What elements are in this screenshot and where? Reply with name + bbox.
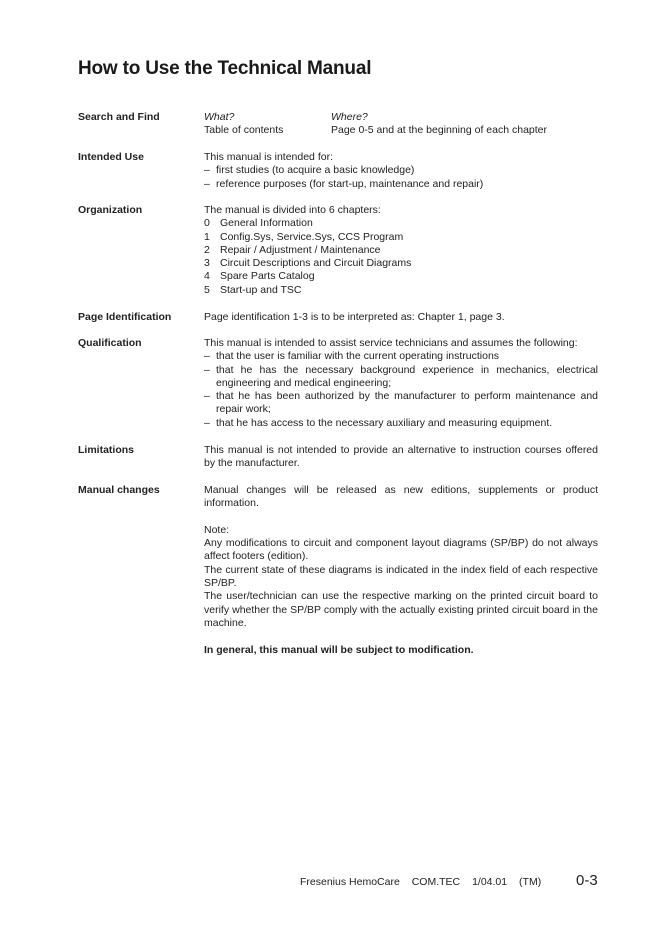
chapter-item: 2 Repair / Adjustment / Maintenance — [204, 243, 381, 256]
body-text: Manual changes will be released as new editions, supplements or product information. — [204, 484, 598, 510]
list-item: – reference purposes (for start-up, maintenance and repair) — [204, 177, 484, 190]
bold-notice: In general, this manual will be subject to modification. — [204, 643, 474, 656]
note-text: Any modifications to circuit and component layout diagrams (SP/BP) do not always affect footers (edition). — [204, 537, 598, 563]
intro: This manual is intended for: — [204, 151, 333, 163]
where-header: Where? — [331, 111, 368, 123]
chapter-item: 1 Config.Sys, Service.Sys, CCS Program — [204, 230, 404, 243]
note-text: The current state of these diagrams is indicated in the index field of each respective SP/BP. — [204, 563, 598, 590]
page-title: How to Use the Technical Manual — [78, 58, 372, 79]
footer-edition: 1/04.01 — [472, 876, 508, 888]
section-label: Search and Find — [78, 111, 160, 123]
list-item: – that he has access to the necessary auxiliary and measuring equipment. — [204, 416, 553, 429]
note-heading: Note: — [204, 523, 230, 536]
where-value: Page 0-5 and at the beginning of each chapter — [331, 124, 547, 137]
chapter-item: 0 General Information — [204, 217, 313, 230]
note-text: The user/technician can use the respective marking on the printed circuit board to verify whether the SP/BP comply with the actually existing printed circuit board in the machine. — [204, 590, 598, 629]
intro: The manual is divided into 6 chapters: — [204, 204, 381, 216]
section-limitations — [78, 444, 598, 471]
section-label: Qualification — [78, 337, 142, 349]
section-label: Manual changes — [78, 484, 160, 496]
page-number: 0-3 — [576, 872, 598, 889]
section-page-identification — [78, 311, 598, 324]
section-label: Intended Use — [78, 151, 144, 163]
section-label: Page Identification — [78, 311, 172, 323]
what-value: Table of contents — [204, 124, 284, 137]
footer-code: (TM) — [519, 876, 542, 888]
body-text: Page identification 1-3 is to be interpreted as: Chapter 1, page 3. — [204, 311, 505, 323]
chapter-item: 3 Circuit Descriptions and Circuit Diagrams — [204, 257, 412, 270]
body-text: This manual is not intended to provide an alternative to instruction courses offered by the manufacturer. — [204, 444, 598, 470]
section-organization — [78, 204, 598, 297]
section-qualification — [78, 337, 598, 430]
list-item: – first studies (to acquire a basic knowledge) — [204, 164, 415, 177]
list-item: – that he has the necessary background experience in mechanics, electrical engineering and medical engineering; — [204, 363, 598, 389]
footer — [300, 876, 550, 888]
list-item: – that the user is familiar with the current operating instructions — [204, 350, 500, 363]
chapter-item: 4 Spare Parts Catalog — [204, 270, 315, 283]
section-intended-use — [78, 151, 598, 191]
footer-doc: COM.TEC — [411, 876, 461, 888]
what-header: What? — [204, 111, 235, 123]
footer-company: Fresenius HemoCare — [300, 876, 400, 888]
section-label: Organization — [78, 204, 143, 216]
section-manual-changes — [78, 484, 598, 657]
section-search-and-find — [78, 111, 598, 138]
intro: This manual is intended to assist service technicians and assumes the following: — [204, 337, 578, 349]
list-item: – that he has been authorized by the manufacturer to perform maintenance and repair work; — [204, 390, 598, 416]
chapter-item: 5 Start-up and TSC — [204, 283, 302, 296]
section-label: Limitations — [78, 444, 135, 456]
